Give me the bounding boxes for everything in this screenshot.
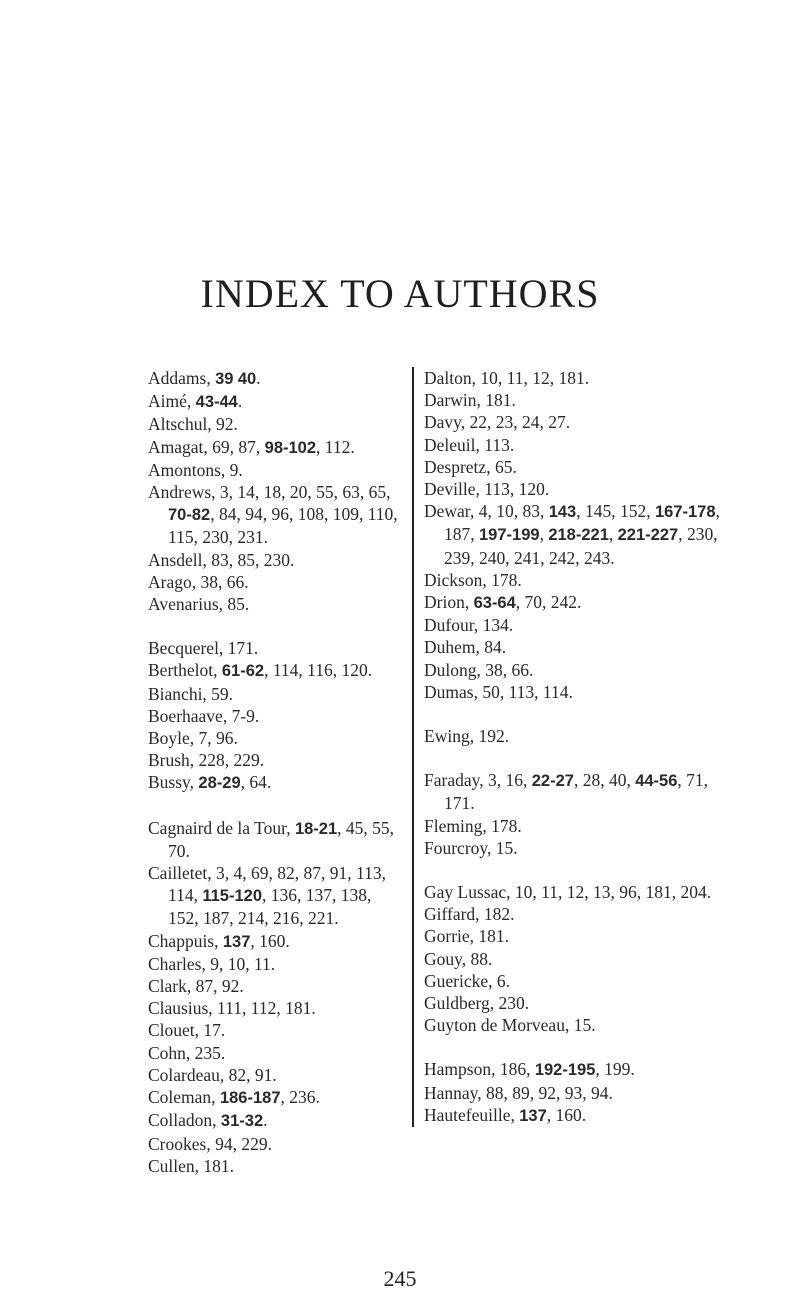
index-entry [424,970,724,992]
entry-text: Cagnaird de la Tour, [148,817,295,838]
index-entry [148,659,398,682]
index-entry [148,1019,398,1041]
entry-text: Berthelot, [148,660,222,681]
entry-text: Gorrie, 181. [424,926,510,947]
entry-text: Chappuis, [148,930,223,951]
principal-page-ref: 43-44 [195,393,238,412]
page-number: 245 [383,1266,417,1291]
index-entry [148,975,398,997]
index-entry [424,389,724,411]
entry-text: , [539,524,549,545]
entry-text: Deleuil, 113. [424,434,515,455]
entry-text: , 160. [250,930,290,951]
index-entry [424,992,724,1014]
principal-page-ref: 192-195 [534,1061,596,1080]
index-entry [424,659,724,681]
index-entry [148,705,398,727]
letter-group-gap [424,859,724,881]
index-entry [424,681,724,703]
index-entry [424,925,724,947]
entry-text: Boyle, 7, 96. [148,728,238,749]
index-entry [148,436,398,459]
entry-text: Dickson, 178. [424,569,522,590]
entry-text: Bussy, [148,772,199,793]
principal-page-ref: 167-178 [654,503,716,522]
entry-text: . [263,1110,268,1131]
index-entry [148,749,398,771]
entry-text: Giffard, 182. [424,904,515,925]
index-entry [148,862,398,930]
entry-text: , 114, 116, 120. [264,660,373,681]
principal-page-ref: 221-227 [617,526,679,545]
letter-group-gap [148,795,398,817]
entry-text: Hampson, 186, [424,1059,535,1080]
entry-text: Clouet, 17. [148,1020,226,1041]
entry-text: Amagat, 69, 87, [148,436,265,457]
index-column-right [412,367,724,1127]
entry-text: Guyton de Morveau, 15. [424,1015,596,1036]
principal-page-ref: 70-82 [168,506,211,525]
letter-group-gap [424,703,724,725]
index-entry [148,367,398,390]
principal-page-ref: 143 [548,503,577,522]
entry-text: , 71, 171. [444,770,709,814]
entry-text: Brush, 228, 229. [148,750,265,771]
entry-text: Boerhaave, 7-9. [148,705,260,726]
index-entry [148,727,398,749]
index-entry [148,817,398,862]
entry-text: Aimé, [148,391,196,412]
entry-text: , 160. [546,1104,587,1125]
index-entry [424,636,724,658]
entry-text: Colladon, [148,1110,221,1131]
index-entry [148,953,398,975]
principal-page-ref: 137 [222,932,251,951]
entry-text: Clausius, 111, 112, 181. [148,998,316,1019]
index-entry [148,571,398,593]
entry-text: , 236. [280,1087,320,1108]
page-title: INDEX TO AUTHORS [200,271,600,316]
index-entry [148,683,398,705]
entry-text: Charles, 9, 10, 11. [148,953,276,974]
principal-page-ref: 197-199 [479,526,540,545]
entry-text: , 64. [240,772,272,793]
entry-text: Clark, 87, 92. [148,976,244,997]
index-entry [424,903,724,925]
entry-text: Becquerel, 171. [148,638,259,659]
entry-text: Dufour, 134. [424,615,514,636]
index-entry [424,725,724,747]
entry-text: , 84, 94, 96, 108, 109, 110, 115, 230, 231. [168,504,398,548]
letter-group-gap [148,615,398,637]
principal-page-ref: 44-56 [635,772,678,791]
principal-page-ref: 39 [215,370,234,388]
principal-page-ref: 218-221 [548,526,609,545]
entry-text: Addams, [148,368,216,388]
entry-text: Hannay, 88, 89, 92, 93, 94. [424,1082,613,1103]
index-entry [424,591,724,614]
index-entry [148,481,398,549]
index-entry [424,434,724,456]
entry-text: Faraday, 3, 16, [424,770,532,791]
entry-text: Ewing, 192. [424,726,510,747]
principal-page-ref: 40 [237,370,257,388]
entry-text: Fourcroy, 15. [424,837,518,858]
index-entry [424,769,724,814]
letter-group-gap [424,1036,724,1058]
principal-page-ref: 115-120 [202,887,263,906]
index-entry [424,837,724,859]
principal-page-ref: 61-62 [221,662,265,681]
entry-text: Colardeau, 82, 91. [148,1064,277,1085]
entry-text: Cailletet, 3, 4, 69, 82, 87, 91, 113, 114, [148,863,387,906]
letter-group-gap [424,747,724,769]
index-entry [424,411,724,433]
entry-text: , 199. [595,1059,635,1080]
entry-text: . [256,368,261,388]
index-entry [148,930,398,953]
index-entry [148,1109,398,1132]
index-entry [424,569,724,591]
index-entry [424,1014,724,1036]
index-entry [148,997,398,1019]
entry-text: Fleming, 178. [424,815,522,836]
entry-text: Darwin, 181. [424,390,516,411]
index-entry [148,1155,398,1177]
principal-page-ref: 31-32 [220,1112,264,1131]
entry-text: Andrews, 3, 14, 18, 20, 55, 63, 65, [148,482,391,503]
entry-text: Gouy, 88. [424,948,493,969]
entry-text: Coleman, [148,1087,220,1108]
entry-text: Dewar, 4, 10, 83, [424,501,549,522]
index-entry [424,948,724,970]
entry-text: Arago, 38, 66. [148,571,249,592]
entry-text: Avenarius, 85. [148,594,250,615]
index-entry [424,815,724,837]
index-entry [148,771,398,794]
principal-page-ref: 28-29 [198,774,241,793]
entry-text: , 112. [316,436,355,457]
index-entry [424,1082,724,1104]
entry-text: , 187, [444,501,720,545]
entry-text: Cohn, 235. [148,1042,226,1063]
entry-text: , 70, 242. [515,592,582,613]
entry-text: , 45, 55, 70. [168,817,395,861]
entry-text: Drion, [424,592,474,613]
principal-page-ref: 22-27 [531,772,574,791]
entry-text: Duhem, 84. [424,637,507,658]
entry-text: Gay Lussac, 10, 11, 12, 13, 96, 181, 204. [424,882,712,903]
entry-text: Dulong, 38, 66. [424,659,534,680]
index-entry [424,500,724,569]
entry-text: Hautefeuille, [424,1104,520,1125]
principal-page-ref: 18-21 [294,819,338,838]
entry-text: Guldberg, 230. [424,993,530,1014]
index-entry [148,459,398,481]
entry-text: Crookes, 94, 229. [148,1133,272,1154]
entry-text: Deville, 113, 120. [424,479,550,500]
entry-text: Cullen, 181. [148,1155,235,1176]
principal-page-ref: 63-64 [473,594,516,613]
index-entry [148,637,398,659]
entry-text: , 28, 40, [573,770,636,791]
index-entry [148,1086,398,1109]
index-entry [148,413,398,435]
index-entry [148,390,398,413]
index-entry [148,1042,398,1064]
index-entry [148,1064,398,1086]
entry-text: Amontons, 9. [148,459,243,480]
index-entry [424,456,724,478]
principal-page-ref: 186-187 [219,1089,281,1108]
entry-text: , [608,524,618,545]
entry-text: Altschul, 92. [148,414,238,435]
entry-text: Ansdell, 83, 85, 230. [148,549,295,570]
entry-text: , 136, 137, 138, 152, 187, 214, 216, 221. [168,885,372,929]
index-entry [424,614,724,636]
entry-text: Dumas, 50, 113, 114. [424,681,573,702]
entry-text: Despretz, 65. [424,456,517,477]
index-entry [424,881,724,903]
index-entry [148,1133,398,1155]
entry-text: , 145, 152, [576,501,655,522]
principal-page-ref: 137 [519,1106,547,1125]
index-entry [424,478,724,500]
principal-page-ref: 98-102 [264,438,317,457]
index-entry [424,367,724,389]
index-entry [148,593,398,615]
entry-text: Dalton, 10, 11, 12, 181. [424,368,590,388]
index-entry [424,1104,724,1127]
entry-text: Davy, 22, 23, 24, 27. [424,412,571,433]
index-entry [148,549,398,571]
index-entry [424,1058,724,1081]
entry-text: Bianchi, 59. [148,683,234,704]
entry-text: Guericke, 6. [424,970,511,991]
entry-text: . [237,391,243,412]
entry-text: , 230, 239, 240, 241, 242, 243. [444,524,718,568]
index-column-left [148,367,398,1177]
